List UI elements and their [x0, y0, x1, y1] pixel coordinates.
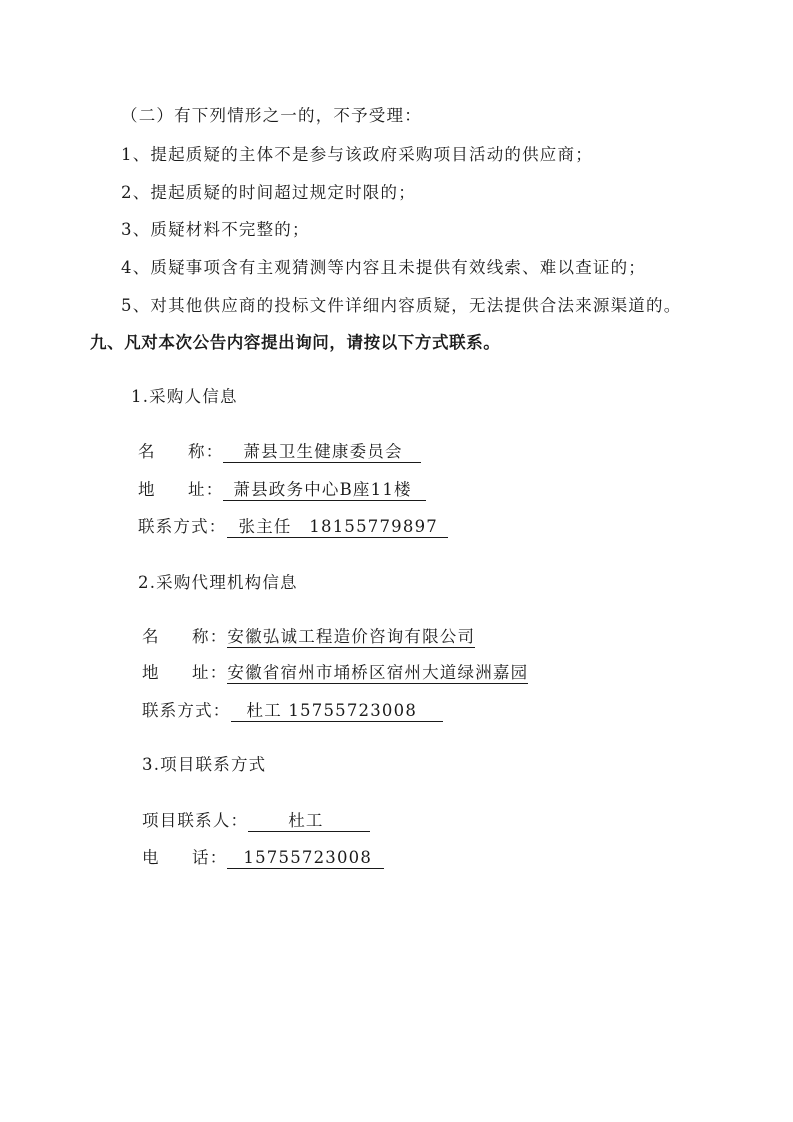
purchaser-name-row [138, 441, 421, 463]
agency-contact-row [142, 700, 443, 722]
address-label-char1: 地 [138, 480, 156, 499]
purchaser-name-value: 萧县卫生健康委员会 [223, 442, 420, 463]
address-label-char2: 址： [188, 480, 224, 499]
project-person-value: 杜工 [248, 811, 369, 832]
name-label-char1: 名 [142, 627, 160, 646]
project-contact-title: 3.项目联系方式 [142, 755, 267, 774]
person-label: 项目联系人： [142, 811, 249, 830]
agency-contact-value: 杜工 15755723008 [231, 701, 444, 722]
agency-title: 2.采购代理机构信息 [138, 573, 298, 592]
purchaser-contact-value: 张主任 18155779897 [227, 517, 448, 538]
project-phone-value: 15755723008 [227, 848, 384, 869]
list-item: 2、提起质疑的时间超过规定时限的； [121, 183, 416, 202]
list-item: 4、质疑事项含有主观猜测等内容且未提供有效线索、难以查证的； [121, 258, 646, 277]
section-two-intro: （二）有下列情形之一的，不予受理： [121, 106, 422, 125]
project-person-row [142, 810, 370, 832]
agency-address-row [142, 662, 528, 684]
list-item: 3、质疑材料不完整的； [121, 220, 310, 239]
agency-name-value: 安徽弘诚工程造价咨询有限公司 [227, 627, 476, 646]
list-item: 5、对其他供应商的投标文件详细内容质疑，无法提供合法来源渠道的。 [121, 296, 682, 315]
agency-address-value: 安徽省宿州市埇桥区宿州大道绿洲嘉园 [227, 663, 529, 682]
name-label-char2: 称： [188, 442, 224, 461]
name-label-char2: 称： [192, 627, 228, 646]
purchaser-address-value: 萧县政务中心B座11楼 [223, 480, 425, 501]
purchaser-address-row [138, 479, 426, 501]
contact-label: 联系方式： [142, 701, 231, 720]
contact-label: 联系方式： [138, 517, 227, 536]
name-label-char1: 名 [138, 442, 156, 461]
list-item: 1、提起质疑的主体不是参与该政府采购项目活动的供应商； [121, 145, 593, 164]
phone-label-char1: 电 [142, 848, 160, 867]
project-phone-row [142, 847, 384, 869]
phone-label-char2: 话： [192, 848, 228, 867]
purchaser-contact-row [138, 516, 448, 538]
address-label-char1: 地 [142, 663, 160, 682]
agency-name-row [142, 626, 475, 648]
section-nine-heading: 九、凡对本次公告内容提出询问，请按以下方式联系。 [90, 333, 501, 352]
purchaser-title: 1.采购人信息 [131, 387, 238, 406]
address-label-char2: 址： [192, 663, 228, 682]
